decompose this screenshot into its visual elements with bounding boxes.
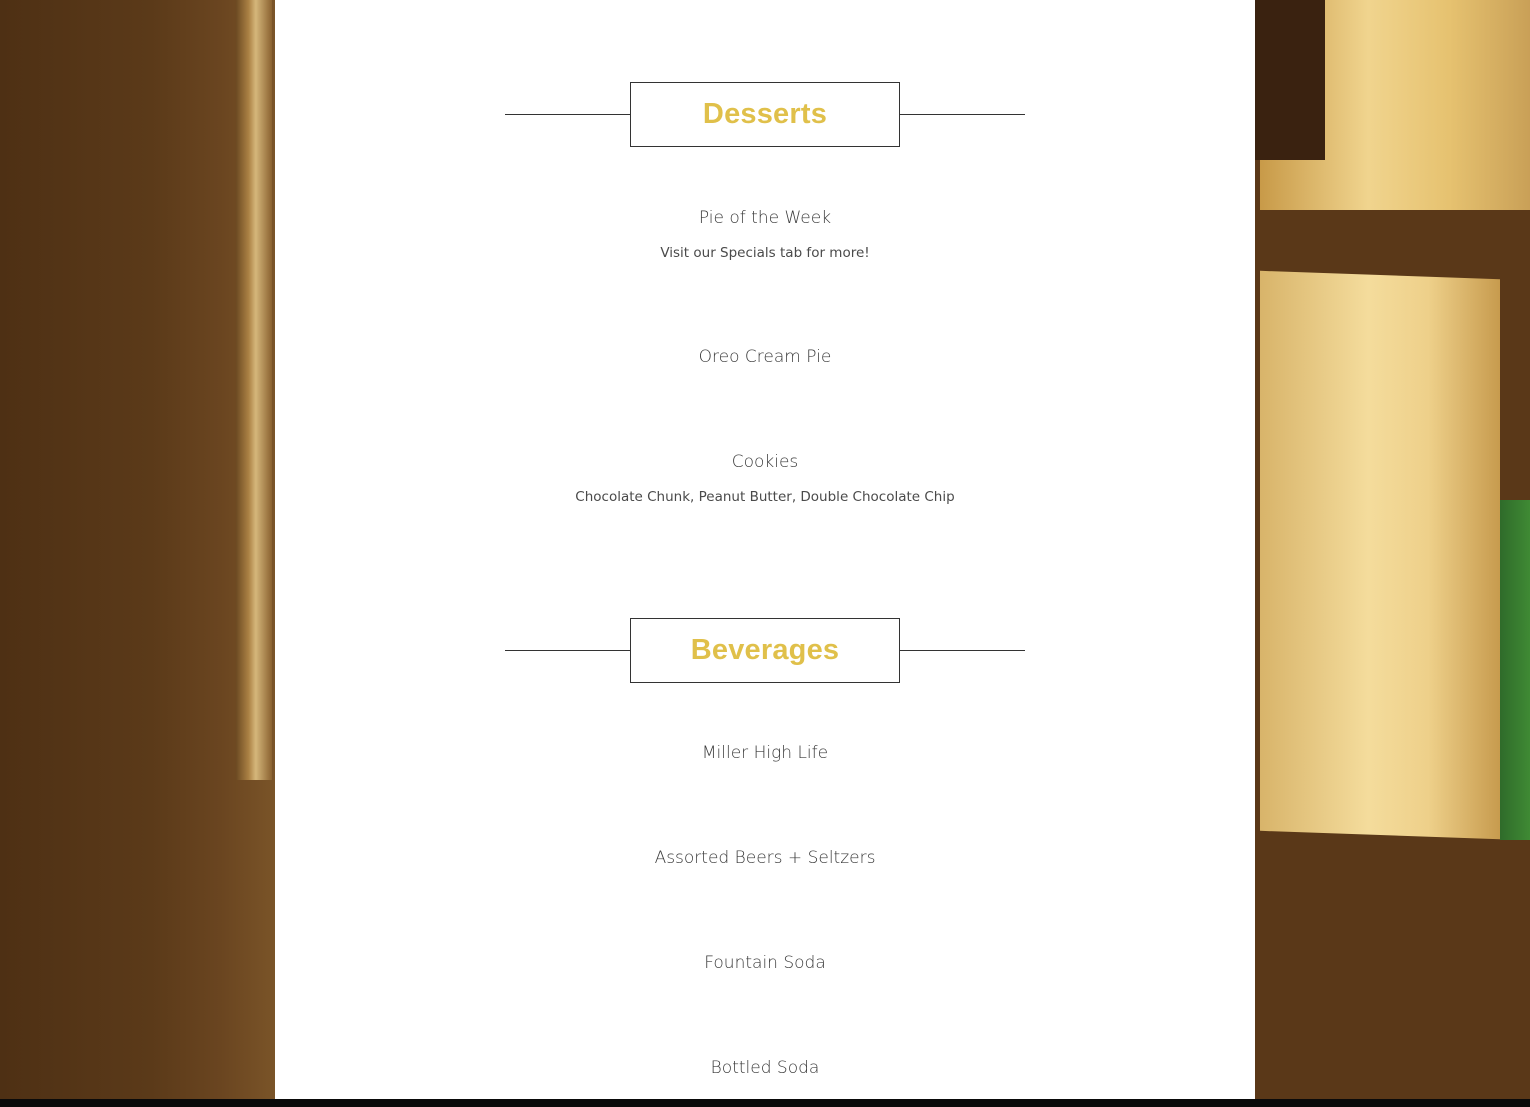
menu-item-description: Visit our Specials tab for more! xyxy=(660,245,870,261)
background-right-scenery xyxy=(1255,0,1530,1100)
bottom-edge-bar xyxy=(0,1099,1530,1107)
menu-item-name: Bottled Soda xyxy=(710,1058,820,1078)
menu-item-name: Cookies xyxy=(731,452,799,472)
section-title: Desserts xyxy=(702,98,828,130)
section-title: Beverages xyxy=(690,634,840,666)
background-window-frame xyxy=(236,0,272,780)
menu-item-name: Miller High Life xyxy=(701,743,829,763)
menu-item-name: Pie of the Week xyxy=(698,208,832,228)
menu-item-name: Assorted Beers + Seltzers xyxy=(654,848,876,868)
header-divider-left xyxy=(505,114,630,115)
menu-item-name: Fountain Soda xyxy=(704,953,826,973)
menu-item-bottled-soda xyxy=(275,1057,1255,1079)
section-title-box xyxy=(630,82,900,147)
menu-item-oreo-cream-pie xyxy=(275,346,1255,368)
menu-item-cookies xyxy=(275,451,1255,506)
header-divider-right xyxy=(900,114,1025,115)
background-left-scenery xyxy=(0,0,275,1100)
menu-item-pie-of-the-week xyxy=(275,207,1255,262)
background-cabinet-door xyxy=(1260,271,1500,839)
header-divider-right xyxy=(900,650,1025,651)
menu-item-miller-high-life xyxy=(275,742,1255,764)
menu-item-assorted-beers xyxy=(275,847,1255,869)
menu-item-fountain-soda xyxy=(275,952,1255,974)
menu-content xyxy=(275,0,1255,1099)
menu-item-description: Chocolate Chunk, Peanut Butter, Double Chocolate Chip xyxy=(575,489,955,505)
background-shadow xyxy=(1255,0,1325,160)
header-divider-left xyxy=(505,650,630,651)
beverages-section-header xyxy=(505,618,1025,684)
background-green-object xyxy=(1500,500,1530,840)
menu-item-name: Oreo Cream Pie xyxy=(698,347,832,367)
section-title-box xyxy=(630,618,900,683)
desserts-section-header xyxy=(505,82,1025,148)
